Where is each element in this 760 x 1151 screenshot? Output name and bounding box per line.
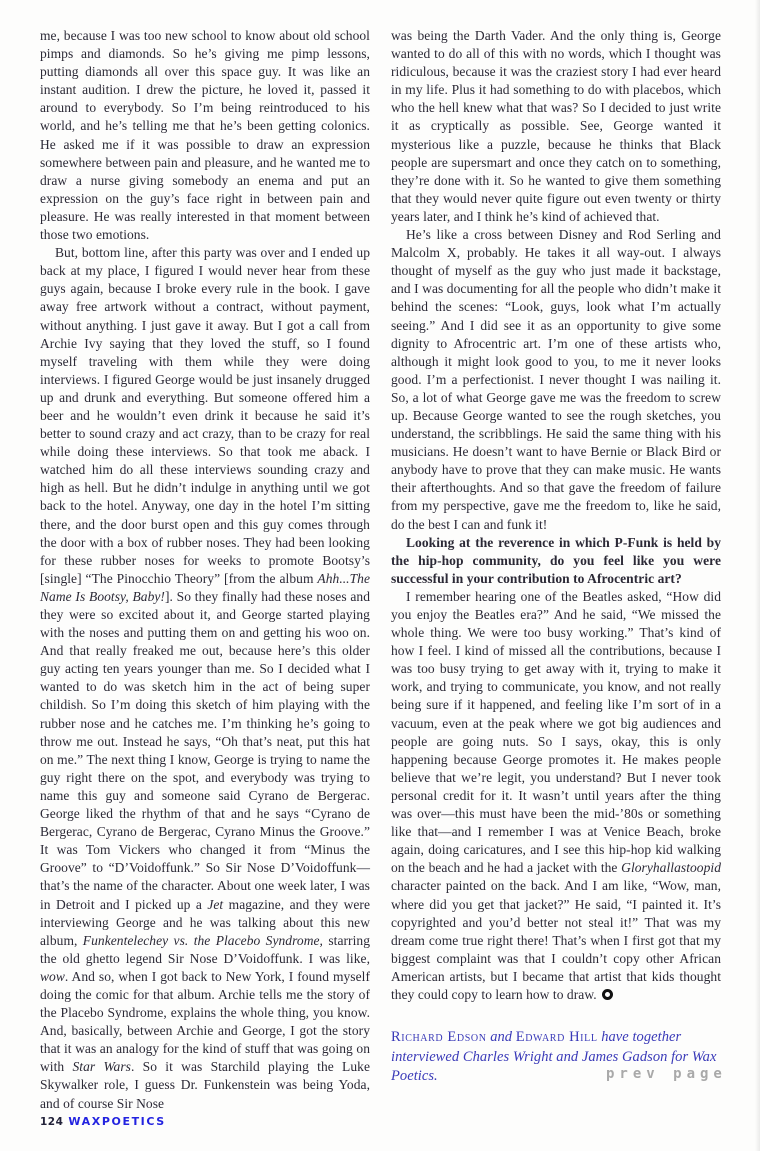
byline: Richard Edson and Edward Hill have together interviewed Charles Wright and James Gadson for Wax Poetics. <box>391 1029 717 1085</box>
paragraph: was being the Darth Vader. And the only thing is, George wanted to do all of this with no words, which I thought was ridiculous, because it was the craziest story I had ever heard in my life. Plus it had something to do with placebos, which who the hell knew what that was? So I decided to just write it as cryptically as possible. See, George wanted it mysterious like a puzzle, because he thinks that Black people are supersmart and once they catch on to something, they’re done with it. So he wanted to give them something that they would never quite figure out even twenty or thirty years later, and I think he’s kind of achieved that. <box>391 28 721 224</box>
paragraph: I remember hearing one of the Beatles asked, “How did you enjoy the Beatles era?” And he said, “We missed the whole thing. We were too busy working.” That’s kind of how I feel. I kind of missed all the contributions, because I was too busy trying to get away with it, trying to make it work, and trying to communicate, you know, and not really being sure if it happened, and feeling like I’m sort of in a vacuum, even at the peak where we got big audiences and people are going nuts. So I says, okay, this is only happening because George promotes it. He makes people believe that we’re legit, you understand? But I never took personal credit for it. It wasn’t until years after the thing was over—this must have been the mid-’80s or something like that—and I remember I was at Venice Beach, broke again, doing caricatures, and I see this hip-hop kid walking on the beach and he had a jacket with the Gloryhallastoopid character painted on the back. And I am like, “Wow, man, where did you get that jacket?” He said, “I painted it. It’s copyrighted and you’d better not steal it!” That was my dream come true right there! That’s when I first got that my biggest complaint was that I couldn’t copy other African American artists, but I became that artist that kids thought they could copy to learn how to draw. <box>391 588 721 1002</box>
waxpoetics-logo: WAXPOETICS <box>68 1115 166 1128</box>
page-number: 124 <box>40 1116 64 1128</box>
paragraph: But, bottom line, after this party was over and I ended up back at my place, I figured I would never hear from these guys again, because I broke every rule in the book. I gave away free artwork without a contract, without payment, without anything. I just gave it away. But I got a call from Archie Ivy saying that they loved the stuff, so I found myself traveling with them while they were doing interviews. I figured George would be just insanely drugged up and drunk and everything. But someone offered him a beer and he wouldn’t even drink it because he said it’s better to sound crazy and act crazy, than to be crazy for real while doing these interviews. So that took me aback. I watched him do all these interviews sounding crazy and high as hell. But he didn’t indulge in anything until we got back to the hotel. Anyway, one day in the hotel I’m sitting there, and the door burst open and this guy comes through the door with a box of rubber noses. They had been looking for these rubber noses for weeks to promote Bootsy’s [single] “The Pinocchio Theory” [from the album Ahh...The Name Is Bootsy, Baby!]. So they finally had these noses and they were so excited about it, and George started playing with the noses and putting them on and getting his woo on. And that really freaked me out, because here’s this older guy acting ten years younger than me. So I decided what I wanted to do was sketch him in the act of being super childish. So I’m doing this sketch of him playing with the rubber nose and he catches me. I’m thinking he’s going to throw me out. Instead he says, “Oh that’s neat, put this hat on me.” The next thing I know, George is trying to name the guy right there on the spot, and everybody was trying to name this guy and someone said Cyrano de Bergerac. George liked the rhythm of that and he says “Cyrano de Bergerac, Cyrano de Bergerac, Cyrano Minus the Groove.” It was Tom Vickers who changed it from “Minus the Groove” to “D’Voidoffunk.” So Sir Nose D’Voidoffunk—that’s the name of the character. About one week later, I was in Detroit and I picked up a Jet magazine, and they were interviewing George and he was talking about this new album, Funkentelechey vs. the Placebo Syndrome, starring the old ghetto legend Sir Nose D’Voidoffunk. I was like, wow. And so, when I got back to New York, I found myself doing the comic for that album. Archie tells me the story of the Placebo Syndrome, explains the whole thing, you know. And, basically, between Archie and George, I got the story that it was an analogy for the kind of stuff that was going on with Star Wars. So it was Starchild playing the Luke Skywalker role, I guess Dr. Funkenstein was being Yoda, and of course Sir Nose <box>40 245 371 1111</box>
page-footer <box>40 1110 166 1129</box>
end-of-article-icon <box>602 989 613 1000</box>
interview-question: Looking at the reverence in which P-Funk is held by the hip-hop community, do you feel like you were successful in your contribution to Afrocentric art? <box>391 534 721 586</box>
right-text-column <box>391 27 721 1087</box>
paragraph: me, because I was too new school to know about old school pimps and diamonds. So he’s giving me pimp lessons, putting diamonds all over this space guy. It was like an instant audition. I drew the picture, he loved it, passed it around to everybody. So I’m being reintroduced to his world, and he’s telling me that he’s been getting colonics. He asked me if it was possible to draw an expression somewhere between pain and pleasure, and he wanted me to draw a nurse giving somebody an enema and put an expression on the guy’s face right in between pain and pleasure. He was really interested in that moment between those two emotions. <box>40 28 370 243</box>
prev-page-button[interactable]: prev page <box>606 1066 727 1082</box>
left-text-column <box>40 27 370 1113</box>
paragraph: He’s like a cross between Disney and Rod Serling and Malcolm X, probably. He takes it all way-out. I always thought of myself as the guy who just made it backstage, and I was documenting for all the people who didn’t make it behind the scenes: “Look, guys, look what I’m actually seeing.” And I did see it as an opportunity to give some dignity to Afrocentric art. I’m one of these artists who, although it might look good to you, to me it never looks good. I’m a perfectionist. I never thought I was nailing it. So, a lot of what George gave me was the freedom to screw up. Because George wanted to see the rough sketches, you understand, the scribblings. He said the same thing with his musicians. He doesn’t want to have Bernie or Black Bird or anybody have to prove that they can make music. He wants their afterthoughts. And so that gave the freedom of failure from my perspective, gave me the freedom to, like he said, do the best I can and funk it! <box>391 227 721 532</box>
